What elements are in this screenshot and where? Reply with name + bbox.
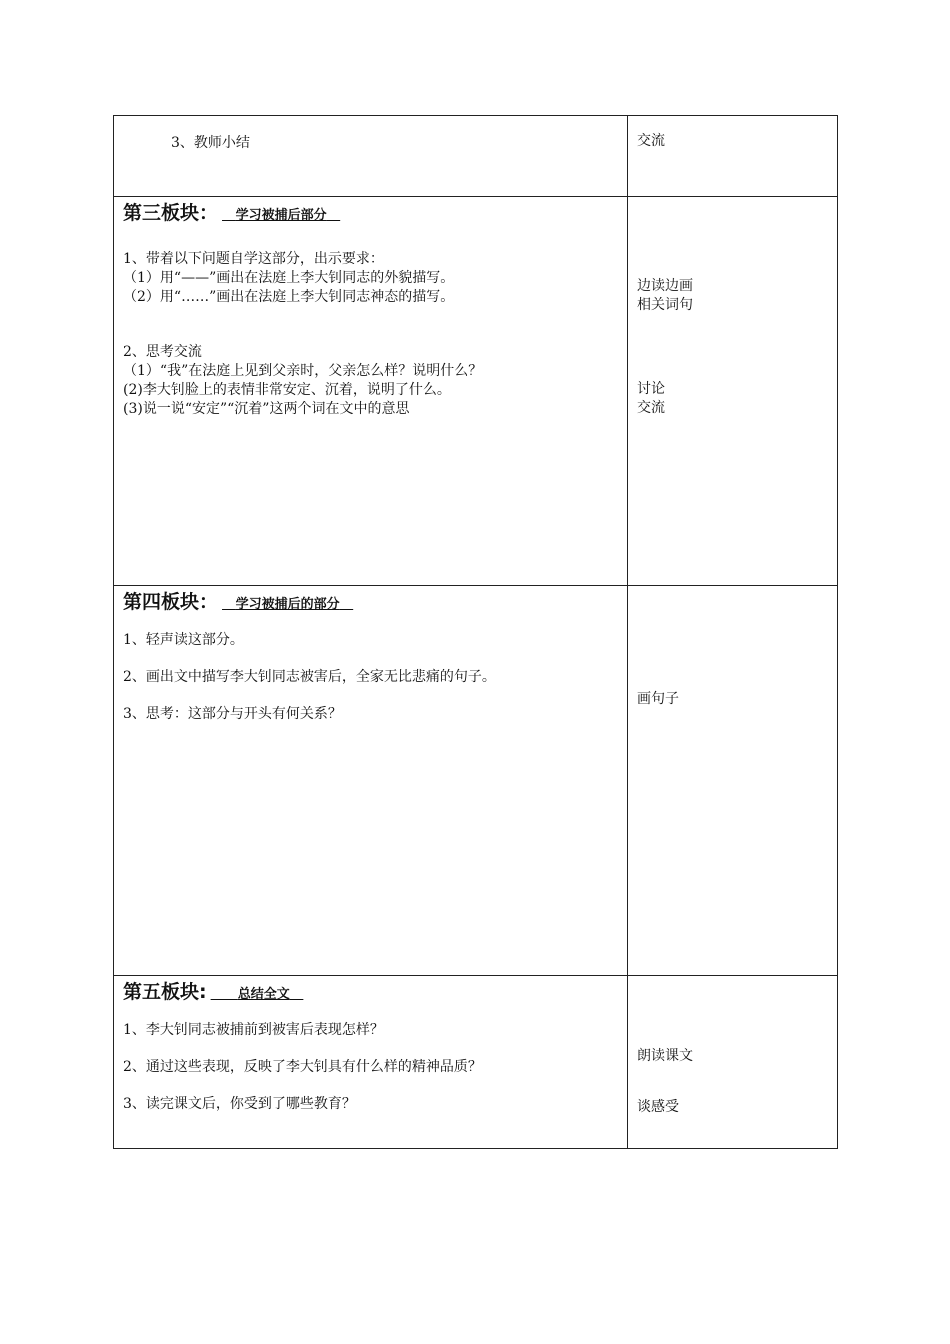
lesson-plan-table: [113, 115, 838, 1149]
task-item: （2）用“……”画出在法庭上李大钊同志神态的描写。: [123, 289, 455, 305]
activity-cell: [114, 586, 628, 976]
section-heading: [123, 980, 627, 1007]
task-item: (3)说一说“安定”“沉着”这两个词在文中的意思: [123, 401, 410, 417]
section-heading: [123, 201, 627, 228]
section-title: 第四板块：: [123, 591, 219, 613]
activity-cell: [114, 197, 628, 586]
method-cell: [628, 116, 838, 197]
task-item: 2、画出文中描写李大钊同志被害后，全家无比悲痛的句子。: [123, 669, 496, 685]
task-intro: 2、思考交流: [123, 344, 202, 360]
section-subtitle: 学习被捕后的部分: [235, 597, 340, 612]
method-text: 讨论: [637, 381, 665, 397]
section-heading: [123, 590, 627, 617]
task-item: （1）用“——”画出在法庭上李大钊同志的外貌描写。: [123, 270, 455, 286]
method-text: 画句子: [637, 691, 679, 707]
method-text: 交流: [637, 400, 665, 416]
method-text: 交流: [637, 133, 665, 149]
section-title: 第三板块：: [123, 202, 219, 224]
task-item: （1）“我”在法庭上见到父亲时，父亲怎么样？说明什么？: [123, 363, 483, 379]
activity-cell: [114, 976, 628, 1149]
task-item: (2)李大钊脸上的表情非常安定、沉着，说明了什么。: [123, 382, 451, 398]
table-row: [114, 197, 838, 586]
task-item: 2、通过这些表现，反映了李大钊具有什么样的精神品质？: [123, 1059, 482, 1075]
method-cell: [628, 586, 838, 976]
task-item: 1、李大钊同志被捕前到被害后表现怎样？: [123, 1022, 384, 1038]
section-subtitle: 总结全文: [237, 987, 290, 1002]
lesson-plan-sheet: [113, 115, 837, 1149]
method-text: 朗读课文: [637, 1048, 693, 1064]
table-row: [114, 116, 838, 197]
task-intro: 1、带着以下问题自学这部分，出示要求：: [123, 251, 384, 267]
method-text: 谈感受: [637, 1099, 679, 1115]
table-row: [114, 586, 838, 976]
section-title: 第五板块:: [123, 981, 207, 1003]
method-text: 相关词句: [637, 297, 693, 313]
section-subtitle: 学习被捕后部分: [235, 208, 327, 223]
task-item: 3、读完课文后，你受到了哪些教育？: [123, 1096, 356, 1112]
method-cell: [628, 976, 838, 1149]
task-item: 3、思考：这部分与开头有何关系？: [123, 706, 342, 722]
teacher-summary-text: 3、教师小结: [171, 135, 250, 151]
method-text: 边读边画: [637, 278, 693, 294]
table-row: [114, 976, 838, 1149]
activity-cell: [114, 116, 628, 197]
task-item: 1、轻声读这部分。: [123, 632, 244, 648]
method-cell: [628, 197, 838, 586]
